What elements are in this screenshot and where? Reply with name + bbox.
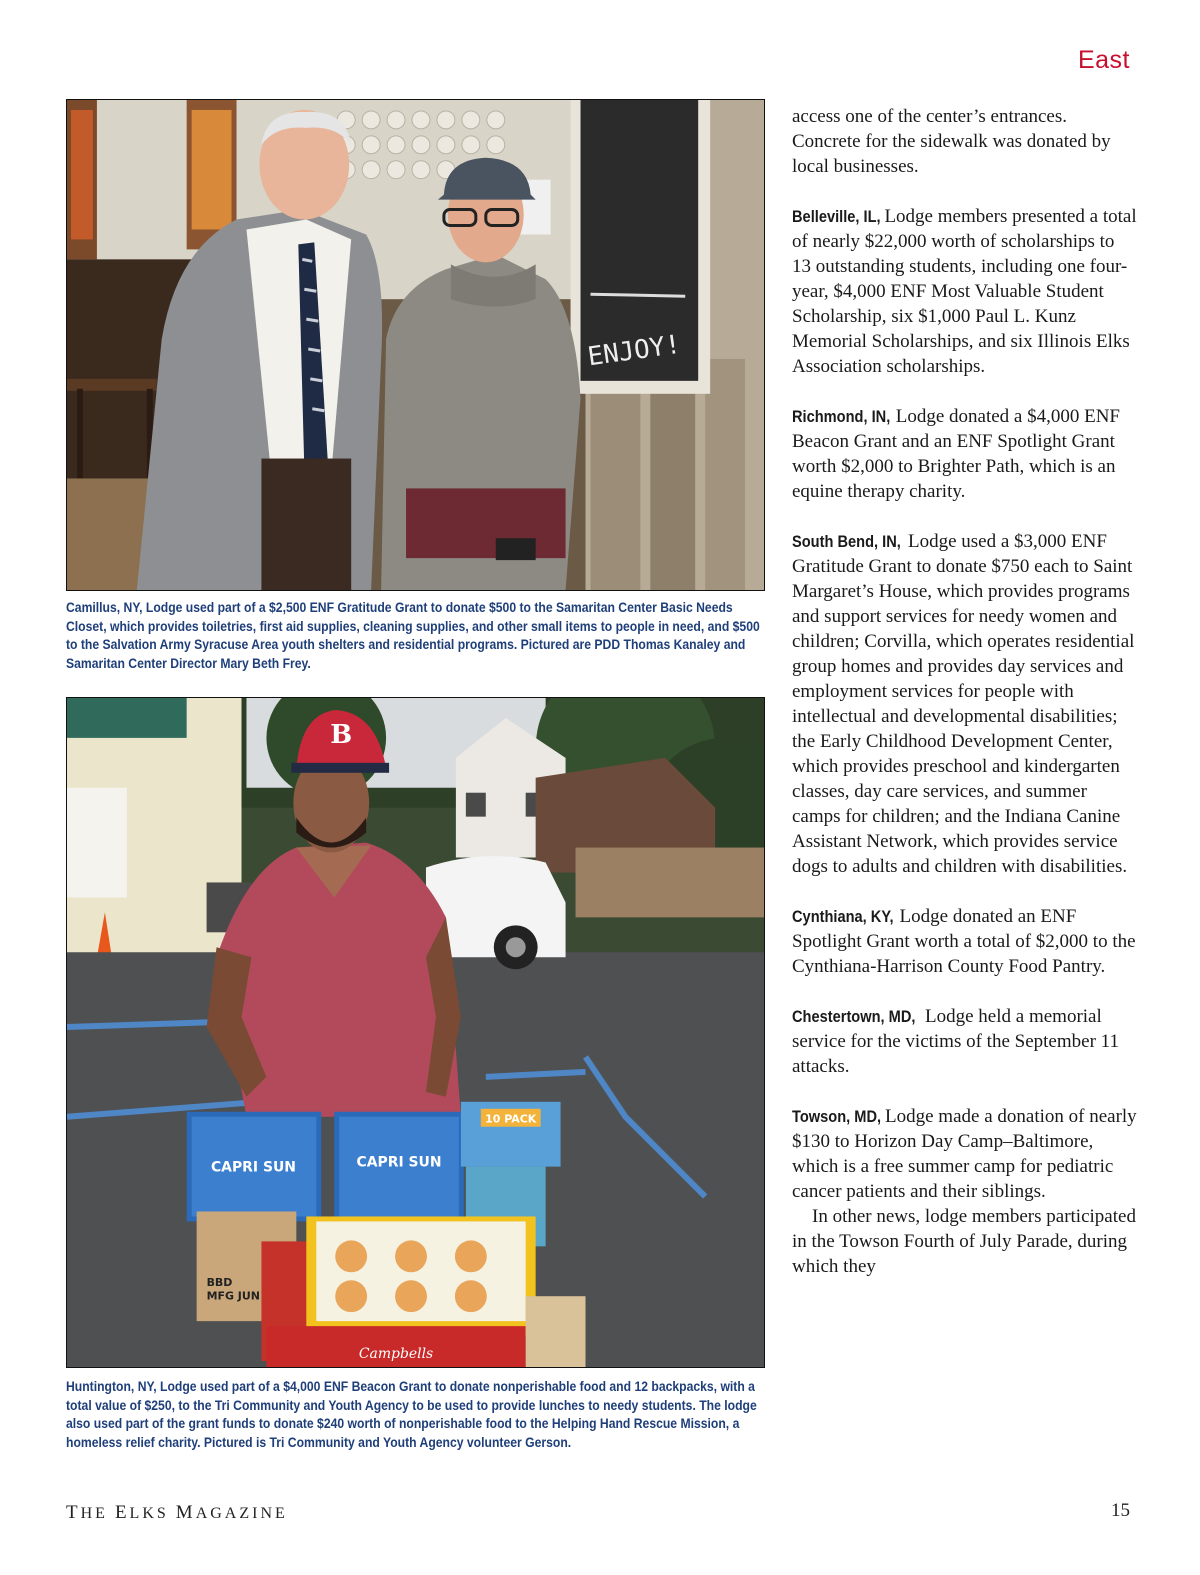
lead-richmond: Richmond, IN, bbox=[792, 407, 891, 426]
mag-e: E bbox=[114, 1502, 130, 1523]
mag-lks: LKS bbox=[129, 1505, 176, 1522]
lead-towson: Towson, MD, bbox=[792, 1107, 882, 1126]
page-number: 15 bbox=[1111, 1500, 1130, 1521]
article-column bbox=[792, 104, 1137, 1279]
caption-camillus-lead: Camillus, NY, bbox=[66, 599, 143, 615]
paragraph-cynthiana bbox=[792, 904, 1137, 979]
paragraph-continuation: access one of the center’s entrances. Concrete for the sidewalk was donated by local businesses. bbox=[792, 106, 1111, 177]
text-cynthiana: Lodge donated an ENF Spotlight Grant worth a total of $2,000 to the Cynthiana-Harrison County Food Pantry. bbox=[792, 906, 1136, 977]
photo-huntington bbox=[66, 697, 765, 1368]
paragraph-other-news: In other news, lodge members participated in the Towson Fourth of July Parade, during which they bbox=[792, 1206, 1136, 1277]
text-richmond: Lodge donated a $4,000 ENF Beacon Grant and an ENF Spotlight Grant worth $2,000 to Brighter Path, which is an equine therapy charity. bbox=[792, 406, 1120, 502]
mag-m: M bbox=[175, 1502, 196, 1523]
carton-label-2: CAPRI SUN bbox=[356, 1154, 442, 1171]
magazine-name bbox=[66, 1502, 288, 1524]
mag-he: HE bbox=[80, 1505, 115, 1522]
paragraph-chestertown bbox=[792, 1004, 1137, 1079]
lead-cynthiana: Cynthiana, KY, bbox=[792, 907, 894, 926]
lead-belleville: Belleville, IL, bbox=[792, 207, 881, 226]
caption-huntington-text: Lodge used part of a $4,000 ENF Beacon Grant to donate nonperishable food and 12 backpacks, with a total value of $250, to the Tri Community and Youth Agency to be used to provide lunches to needy students. The lodge also used part of the grant funds to donate $240 worth of nonperishable food to the Helping Hand Rescue Mission, a homeless relief charity. Pictured is Tri Community and Youth Agency volunteer Gerson. bbox=[66, 1378, 757, 1450]
chalkboard-text: ENJOY! bbox=[585, 329, 683, 373]
text-south-bend: Lodge used a $3,000 ENF Gratitude Grant to donate $750 each to Saint Margaret’s House, which provides programs and support services for needy women and children; Corvilla, which operates residential group homes and provides day services and employment services for people with intellectual and developmental disabilities; the Early Childhood Development Center, which provides preschool and kindergarten classes, day care services, and summer camps for children; and the Indiana Canine Assistant Network, which provides service dogs to adults and children with disabilities. bbox=[792, 531, 1135, 877]
paragraph-towson bbox=[792, 1104, 1137, 1204]
photo-camillus-image bbox=[67, 100, 764, 590]
carton-label-3: 10 PACK bbox=[485, 1112, 537, 1126]
carton-label-bbd: BBD MFG JUN bbox=[206, 1276, 260, 1303]
soup-can-label: Campbells bbox=[358, 1346, 434, 1363]
caption-camillus-text: Lodge used part of a $2,500 ENF Gratitude Grant to donate $500 to the Samaritan Center Basic Needs Closet, which provides toiletries, first aid supplies, cleaning supplies, and other small items to people in need, and $500 to the Salvation Army Syracuse Area youth shelters and residential programs. Pictured are PDD Thomas Kanaley and Samaritan Center Director Mary Beth Frey. bbox=[66, 599, 760, 671]
lead-south-bend: South Bend, IN, bbox=[792, 532, 901, 551]
paragraph-belleville bbox=[792, 204, 1137, 379]
photo-camillus bbox=[66, 99, 765, 591]
caption-huntington-lead: Huntington, NY, bbox=[66, 1378, 157, 1394]
photo-huntington-image bbox=[67, 698, 764, 1367]
cap-logo-text: B bbox=[330, 719, 353, 750]
caption-camillus bbox=[66, 598, 766, 672]
text-chestertown: Lodge held a memorial service for the victims of the September 11 attacks. bbox=[792, 1006, 1119, 1077]
lead-chestertown: Chestertown, MD, bbox=[792, 1007, 916, 1026]
carton-label-1: CAPRI SUN bbox=[210, 1159, 296, 1176]
mag-agazine: AGAZINE bbox=[195, 1505, 288, 1522]
mag-t: T bbox=[66, 1502, 81, 1523]
section-label: East bbox=[1077, 46, 1130, 74]
text-belleville: Lodge members presented a total of nearly $22,000 worth of scholarships to 13 outstanding students, including one four-year, $4,000 ENF Most Valuable Student Scholarship, six $1,000 Paul L. Kunz Memorial Scholarships, and six Illinois Elks Association scholarships. bbox=[792, 206, 1137, 377]
caption-huntington bbox=[66, 1377, 766, 1451]
paragraph-richmond bbox=[792, 404, 1137, 504]
paragraph-south-bend bbox=[792, 529, 1137, 879]
text-towson: Lodge made a donation of nearly $130 to Horizon Day Camp–Baltimore, which is a free summer camp for pediatric cancer patients and their siblings. bbox=[792, 1106, 1137, 1202]
